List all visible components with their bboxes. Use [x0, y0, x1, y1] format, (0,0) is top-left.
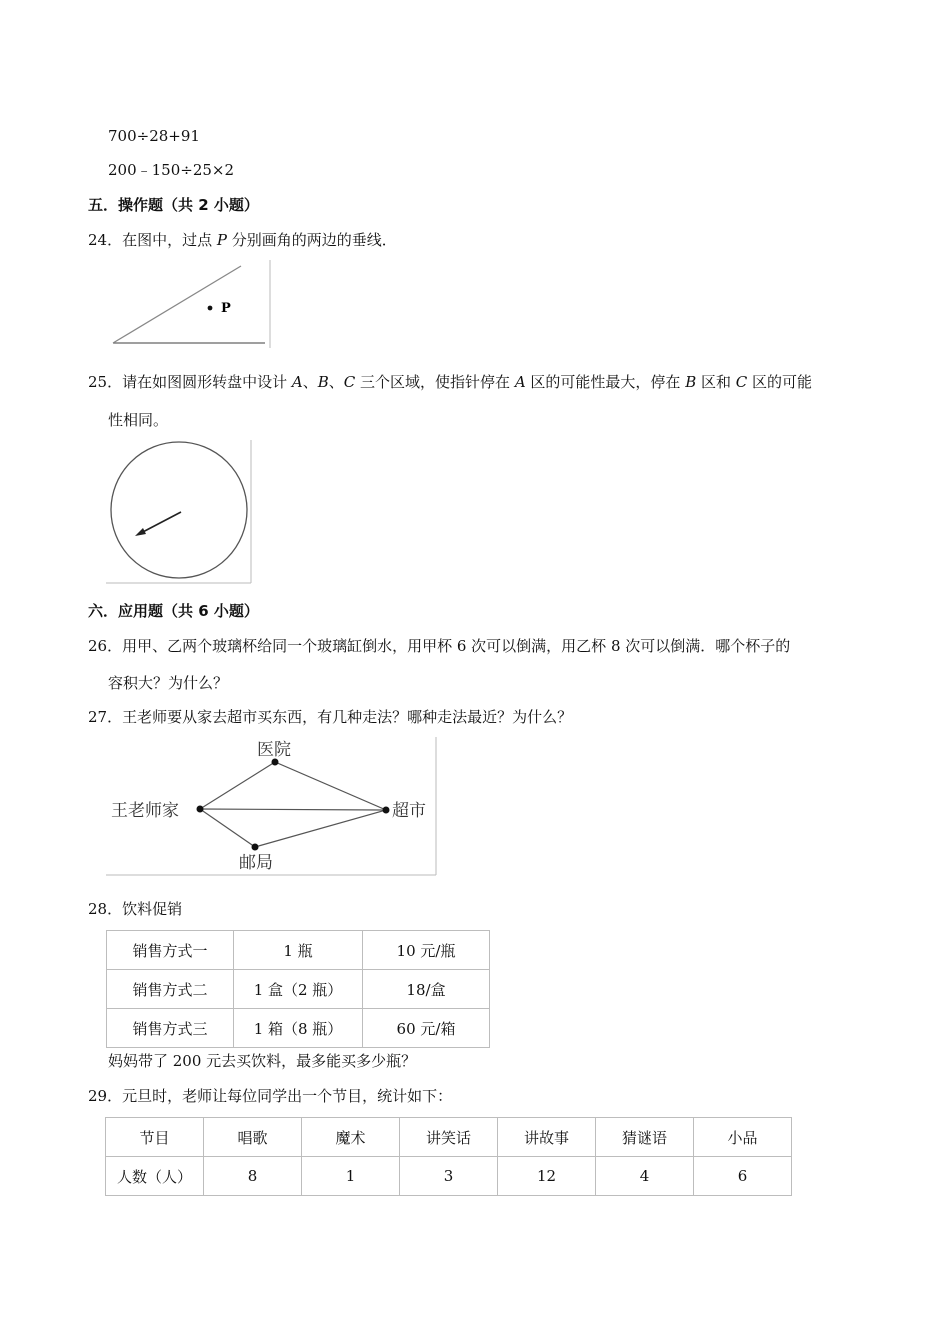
post-label: 邮局	[239, 853, 273, 873]
table-cell: 销售方式一	[107, 931, 234, 970]
program-stats-table	[105, 1117, 792, 1196]
table-cell: 6	[694, 1157, 792, 1196]
table-header-cell: 魔术	[302, 1118, 400, 1157]
angle-figure	[105, 258, 275, 353]
table-cell: 1	[302, 1157, 400, 1196]
question-26: 26．用甲、乙两个玻璃杯给同一个玻璃缸倒水，用甲杯 6 次可以倒满，用乙杯 8 次可以倒满．哪个杯子的	[88, 637, 791, 655]
route-post-market	[255, 810, 386, 847]
table-cell: 1 盒（2 瓶）	[234, 970, 363, 1009]
spinner-figure	[106, 440, 256, 585]
table-cell: 8	[204, 1157, 302, 1196]
table-header-cell: 节目	[106, 1118, 204, 1157]
table-cell: 10 元/瓶	[363, 931, 490, 970]
market-label: 超市	[392, 801, 426, 821]
table-cell: 60 元/箱	[363, 1009, 490, 1048]
table-cell: 18/盒	[363, 970, 490, 1009]
table-cell: 销售方式三	[107, 1009, 234, 1048]
question-25: 25．请在如图圆形转盘中设计 A、B、C 三个区域，使指针停在 A 区的可能性最大，停在 B 区和 C 区的可能	[88, 373, 813, 391]
table-cell: 3	[400, 1157, 498, 1196]
table-row	[106, 1157, 792, 1196]
table-row	[106, 1118, 792, 1157]
question-26-line-2: 容积大？为什么？	[108, 674, 229, 692]
question-28-ask: 妈妈带了 200 元去买饮料，最多能买多少瓶？	[108, 1052, 417, 1070]
promotion-table	[106, 930, 490, 1048]
question-number: 26．	[88, 637, 123, 655]
table-cell: 12	[498, 1157, 596, 1196]
question-number: 27．	[88, 708, 123, 726]
route-home-post	[200, 809, 255, 847]
home-dot	[197, 806, 204, 813]
section-6-title: 六．应用题（共 6 小题）	[88, 602, 259, 620]
point-p-label: P	[221, 301, 231, 316]
table-cell: 人数（人）	[106, 1157, 204, 1196]
expression-2: 200﹣150÷25×2	[108, 161, 235, 179]
post-dot	[252, 844, 259, 851]
table-header-cell: 讲笑话	[400, 1118, 498, 1157]
route-hospital-market	[275, 762, 386, 810]
table-row	[107, 970, 490, 1009]
question-24: 24．在图中，过点 P 分别画角的两边的垂线．	[88, 231, 397, 249]
table-cell: 4	[596, 1157, 694, 1196]
table-header-cell: 讲故事	[498, 1118, 596, 1157]
question-number: 29．	[88, 1087, 123, 1105]
spinner-pointer	[139, 512, 181, 534]
expression-1: 700÷28+91	[108, 127, 200, 145]
table-header-cell: 唱歌	[204, 1118, 302, 1157]
question-number: 25．	[88, 373, 123, 391]
table-row	[107, 931, 490, 970]
question-29: 29．元旦时，老师让每位同学出一个节目，统计如下：	[88, 1087, 453, 1105]
section-5-title: 五．操作题（共 2 小题）	[88, 196, 259, 214]
question-number: 24．	[88, 231, 123, 249]
table-cell: 销售方式二	[107, 970, 234, 1009]
point-p	[208, 306, 213, 311]
route-map	[106, 735, 438, 880]
pointer-arrowhead-icon	[135, 528, 146, 536]
question-number: 28．	[88, 900, 123, 918]
table-cell: 1 瓶	[234, 931, 363, 970]
question-27: 27．王老师要从家去超市买东西，有几种走法？哪种走法最近？为什么？	[88, 708, 573, 726]
hospital-label: 医院	[257, 740, 291, 760]
question-28: 28．饮料促销	[88, 900, 183, 918]
market-dot	[383, 807, 390, 814]
home-label: 王老师家	[111, 801, 179, 821]
spinner-circle	[111, 442, 247, 578]
table-header-cell: 小品	[694, 1118, 792, 1157]
table-row	[107, 1009, 490, 1048]
table-cell: 1 箱（8 瓶）	[234, 1009, 363, 1048]
table-header-cell: 猜谜语	[596, 1118, 694, 1157]
route-home-market	[200, 809, 386, 810]
route-home-hospital	[200, 762, 275, 809]
question-25-line-2: 性相同。	[108, 411, 169, 429]
